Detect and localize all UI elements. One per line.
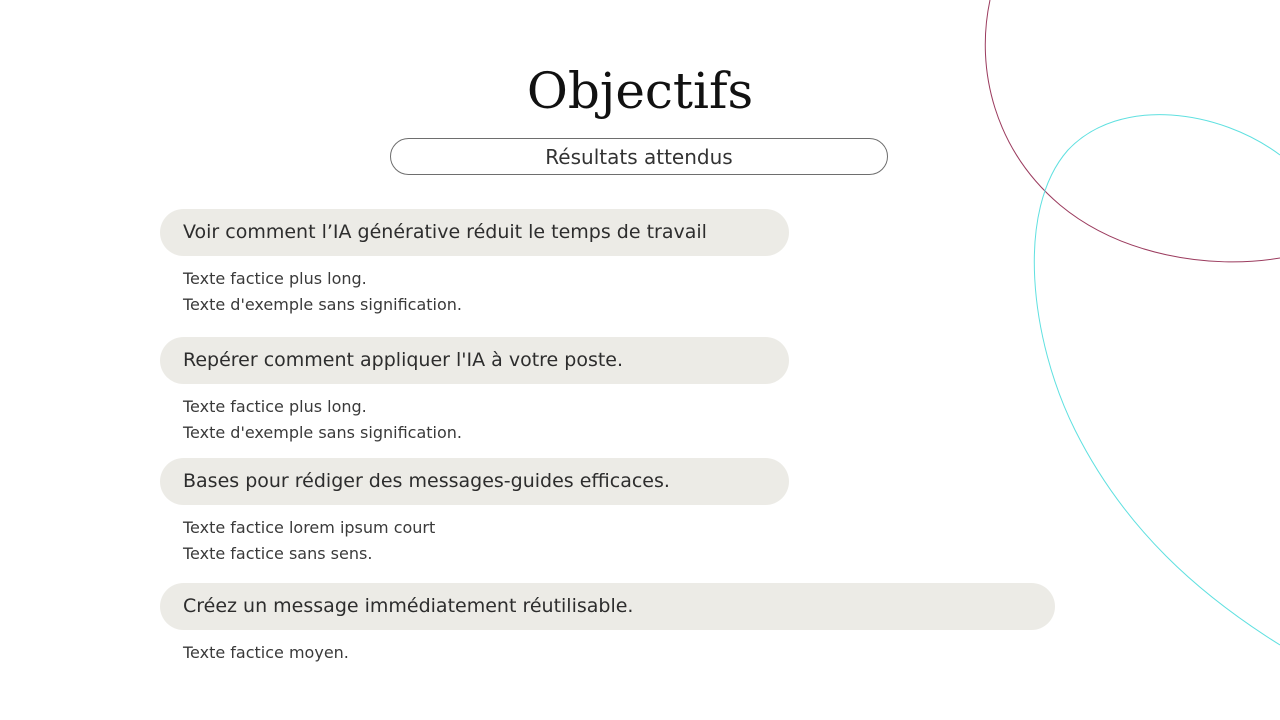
cyan-arc	[1034, 115, 1280, 645]
objective-description	[160, 640, 1055, 666]
description-line: Texte d'exemple sans signification.	[183, 423, 462, 442]
objective-heading-pill	[160, 209, 789, 256]
objective-heading: Voir comment l’IA générative réduit le temps de travail	[183, 221, 707, 243]
subtitle-label: Résultats attendus	[545, 145, 733, 169]
objective-description	[160, 394, 789, 446]
description-line: Texte factice sans sens.	[183, 544, 373, 563]
objective-description	[160, 266, 789, 318]
objective-item-2	[160, 337, 789, 446]
objective-heading-pill	[160, 458, 789, 505]
objective-heading-pill	[160, 583, 1055, 630]
description-line: Texte factice plus long.	[183, 269, 367, 288]
objective-item-3	[160, 458, 789, 567]
objective-heading-pill	[160, 337, 789, 384]
description-line: Texte d'exemple sans signification.	[183, 295, 462, 314]
maroon-arc	[985, 0, 1280, 262]
objective-heading: Créez un message immédiatement réutilisable.	[183, 595, 634, 617]
description-line: Texte factice plus long.	[183, 397, 367, 416]
objective-heading: Repérer comment appliquer l'IA à votre poste.	[183, 349, 624, 371]
objective-item-4	[160, 583, 1055, 666]
objective-heading: Bases pour rédiger des messages-guides efficaces.	[183, 470, 670, 492]
subtitle-pill	[390, 138, 888, 175]
objective-item-1	[160, 209, 789, 318]
description-line: Texte factice lorem ipsum court	[183, 518, 436, 537]
slide-title: Objectifs	[526, 62, 754, 120]
description-line: Texte factice moyen.	[183, 643, 349, 662]
objective-description	[160, 515, 789, 567]
